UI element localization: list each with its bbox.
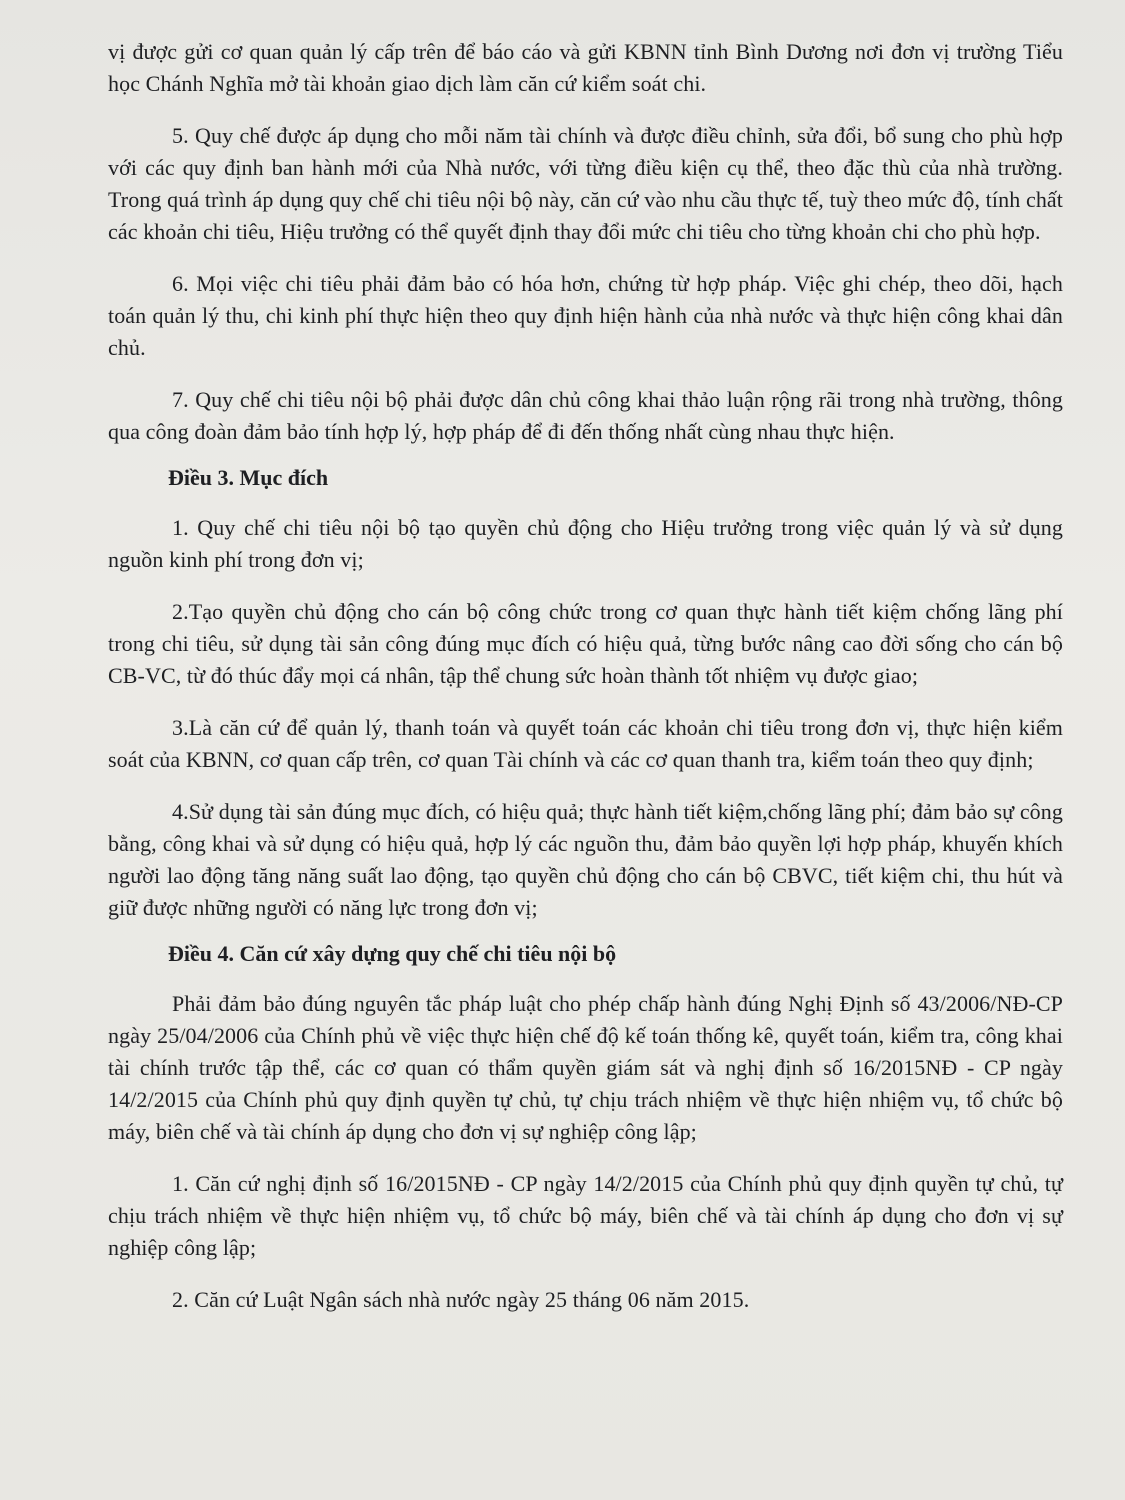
paragraph-intro-continuation: vị được gửi cơ quan quản lý cấp trên để báo cáo và gửi KBNN tỉnh Bình Dương nơi đơn vị trường Tiểu học Chánh Nghĩa mở tài khoản giao dịch làm căn cứ kiểm soát chi. (108, 39, 1063, 96)
clause-6: 6. Mọi việc chi tiêu phải đảm bảo có hóa hơn, chứng từ hợp pháp. Việc ghi chép, theo dõi, hạch toán quản lý thu, chi kinh phí thực hiện theo quy định hiện hành của nhà nước và thực hiện công khai dân chủ. (108, 271, 1063, 360)
article-3-item-1: 1. Quy chế chi tiêu nội bộ tạo quyền chủ động cho Hiệu trưởng trong việc quản lý và sử dụng nguồn kinh phí trong đơn vị; (108, 515, 1063, 572)
article-4-item-2: 2. Căn cứ Luật Ngân sách nhà nước ngày 25 tháng 06 năm 2015. (172, 1287, 750, 1312)
article-3-heading: Điều 3. Mục đích (168, 465, 329, 490)
article-3-item-2: 2.Tạo quyền chủ động cho cán bộ công chức trong cơ quan thực hành tiết kiệm chống lãng phí trong chi tiêu, sử dụng tài sản công đúng mục đích có hiệu quả, từng bước nâng cao đời sống cho cán bộ CB-VC, từ đó thúc đẩy mọi cá nhân, tập thể chung sức hoàn thành tốt nhiệm vụ được giao; (108, 599, 1063, 688)
clause-7: 7. Quy chế chi tiêu nội bộ phải được dân chủ công khai thảo luận rộng rãi trong nhà trường, thông qua công đoàn đảm bảo tính hợp lý, hợp pháp để đi đến thống nhất cùng nhau thực hiện. (108, 387, 1063, 444)
clause-5: 5. Quy chế được áp dụng cho mỗi năm tài chính và được điều chỉnh, sửa đổi, bổ sung cho phù hợp với các quy định ban hành mới của Nhà nước, với từng điều kiện cụ thể, theo đặc thù của nhà trường. Trong quá trình áp dụng quy chế chi tiêu nội bộ này, căn cứ vào nhu cầu thực tế, tuỳ theo mức độ, tính chất các khoản chi tiêu, Hiệu trưởng có thể quyết định thay đổi mức chi tiêu cho từng khoản chi cho phù hợp. (108, 123, 1063, 244)
article-3-item-3: 3.Là căn cứ để quản lý, thanh toán và quyết toán các khoản chi tiêu trong đơn vị, thực hiện kiểm soát của KBNN, cơ quan cấp trên, cơ quan Tài chính và các cơ quan thanh tra, kiểm toán theo quy định; (108, 715, 1063, 772)
article-3-item-4: 4.Sử dụng tài sản đúng mục đích, có hiệu quả; thực hành tiết kiệm,chống lãng phí; đảm bảo sự công bằng, công khai và sử dụng có hiệu quả, hợp lý các nguồn thu, đảm bảo quyền lợi hợp pháp, khuyến khích người lao động tăng năng suất lao động, tạo quyền chủ động cho cán bộ CBVC, tiết kiệm chi, thu hút và giữ được những người có năng lực trong đơn vị; (108, 799, 1063, 920)
article-4-heading: Điều 4. Căn cứ xây dựng quy chế chi tiêu nội bộ (168, 941, 617, 966)
article-4-intro: Phải đảm bảo đúng nguyên tắc pháp luật cho phép chấp hành đúng Nghị Định số 43/2006/NĐ-CP ngày 25/04/2006 của Chính phủ về việc thực hiện chế độ kế toán thống kê, quyết toán, kiểm tra, công khai tài chính trước tập thể, các cơ quan có thẩm quyền giám sát và nghị định số 16/2015NĐ - CP ngày 14/2/2015 của Chính phủ quy định quyền tự chủ, tự chịu trách nhiệm về thực hiện nhiệm vụ, tổ chức bộ máy, biên chế và tài chính áp dụng cho đơn vị sự nghiệp công lập; (108, 991, 1063, 1144)
article-4-item-1: 1. Căn cứ nghị định số 16/2015NĐ - CP ngày 14/2/2015 của Chính phủ quy định quyền tự chủ, tự chịu trách nhiệm về thực hiện nhiệm vụ, tổ chức bộ máy, biên chế và tài chính áp dụng cho đơn vị sự nghiệp công lập; (108, 1171, 1063, 1260)
